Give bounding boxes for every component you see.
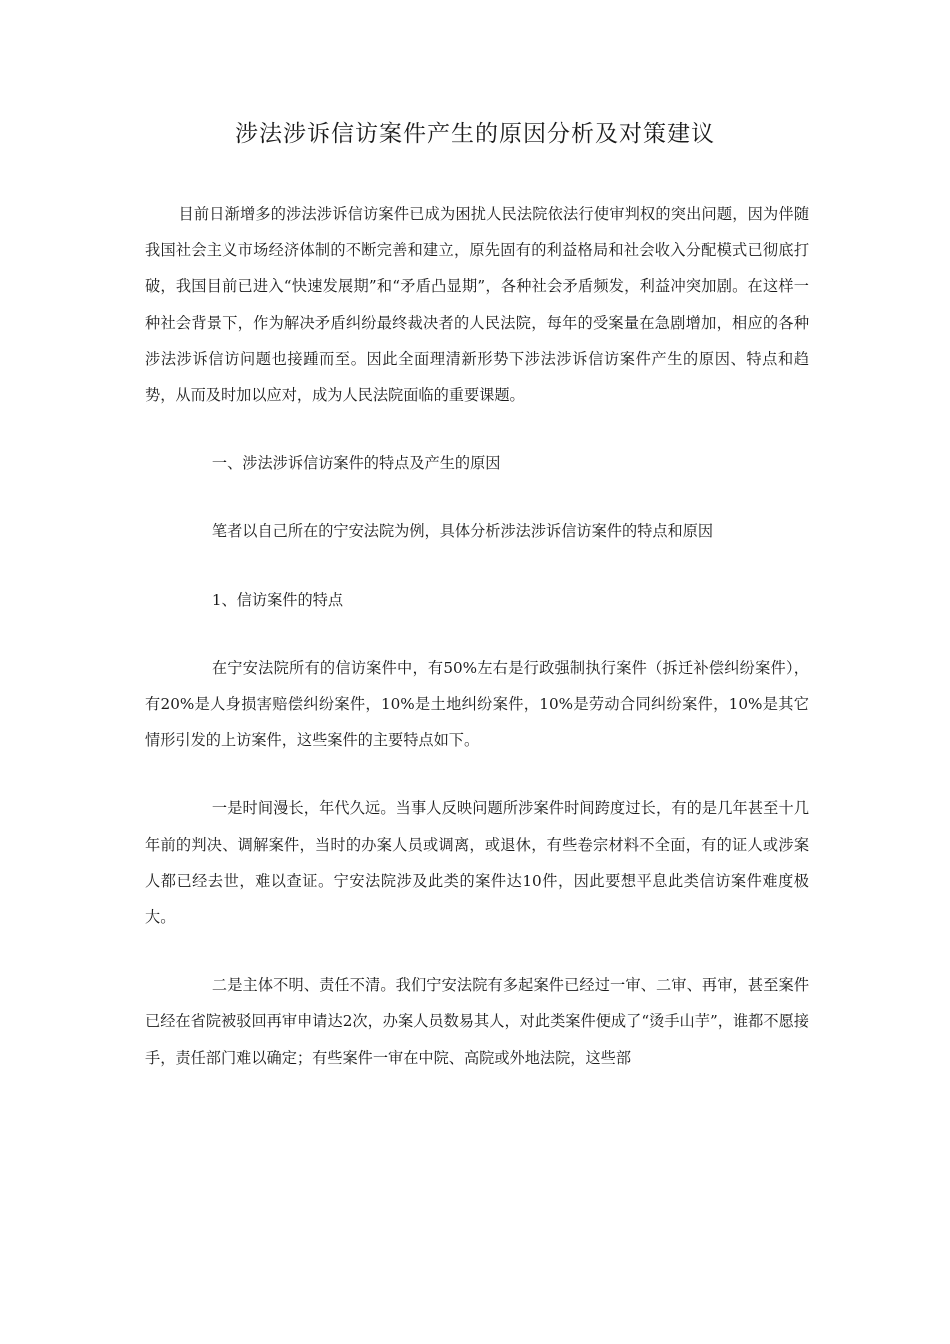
paragraph-point-1: 一是时间漫长，年代久远。当事人反映问题所涉案件时间跨度过长，有的是几年甚至十几年前的判决、调解案件，当时的办案人员或调离，或退休，有些卷宗材料不全面，有的证人或涉案人都已经去世，难以查证。宁安法院涉及此类的案件达10件，因此要想平息此类信访案件难度极大。 [145,799,809,927]
paragraph-point-2: 二是主体不明、责任不清。我们宁安法院有多起案件已经过一审、二审、再审，甚至案件已经在省院被驳回再审申请达2次，办案人员数易其人，对此类案件便成了“烫手山芋”，谁都不愿接手，责任部门难以确定；有些案件一审在中院、高院或外地法院，这些部 [145,976,809,1067]
section-heading: 一、涉法涉诉信访案件的特点及产生的原因 [211,454,501,473]
paragraph-stats: 在宁安法院所有的信访案件中，有50%左右是行政强制执行案件（拆迁补偿纠纷案件），有20%是人身损害赔偿纠纷案件，10%是土地纠纷案件，10%是劳动合同纠纷案件，10%是其它情形引发的上访案件，这些案件的主要特点如下。 [145,658,809,750]
paragraph-intro: 目前日渐增多的涉法涉诉信访案件已成为困扰人民法院依法行使审判权的突出问题，因为伴随我国社会主义市场经济体制的不断完善和建立，原先固有的利益格局和社会收入分配模式已彻底打破，我国目前已进入“快速发展期”和“矛盾凸显期”，各种社会矛盾频发，利益冲突加剧。在这样一种社会背景下，作为解决矛盾纠纷最终裁决者的人民法院，每年的受案量在急剧增加，相应的各种涉法涉诉信访问题也接踵而至。因此全面理清新形势下涉法涉诉信访案件产生的原因、特点和趋势，从而及时加以应对，成为人民法院面临的重要课题。 [145,205,809,405]
document-body [145,196,809,1076]
document-title: 涉法涉诉信访案件产生的原因分析及对策建议 [235,121,715,147]
paragraph-author-note: 笔者以自己所在的宁安法院为例，具体分析涉法涉诉信访案件的特点和原因 [211,522,714,541]
subsection-heading: 1、信访案件的特点 [211,590,344,609]
